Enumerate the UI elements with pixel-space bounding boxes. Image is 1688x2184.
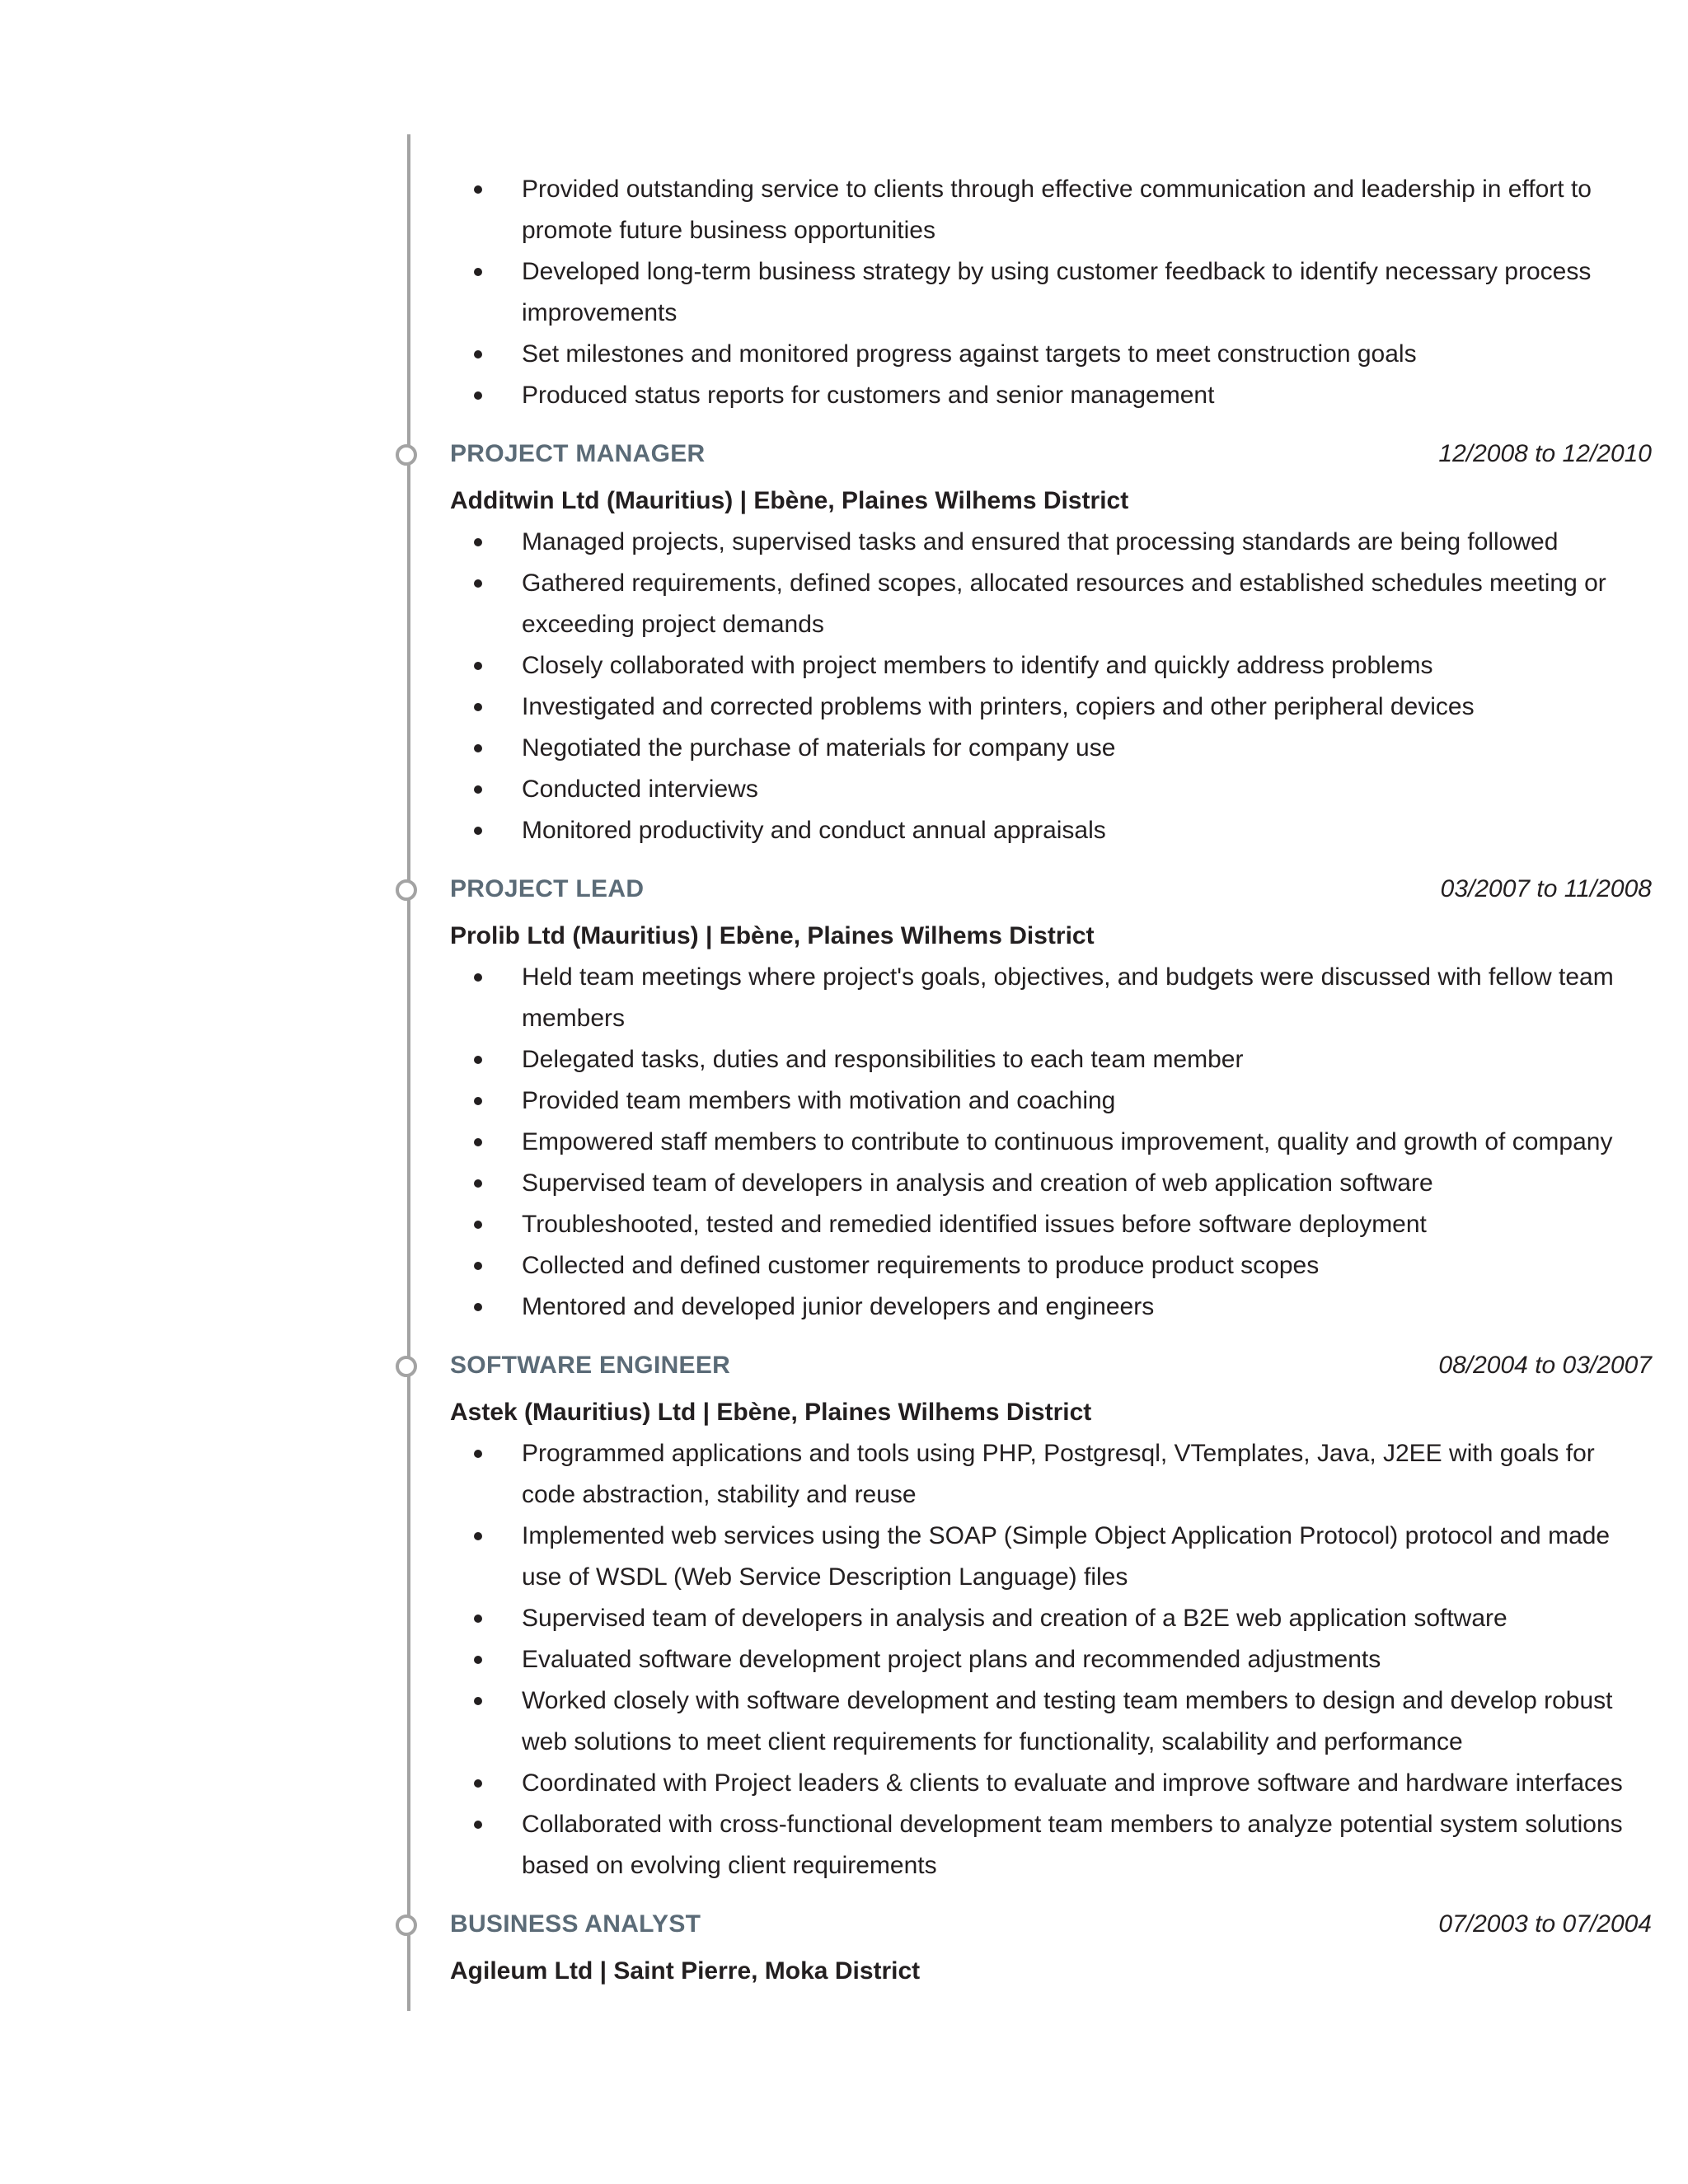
bullet-dot (474, 827, 482, 835)
bullet-list (450, 169, 1652, 416)
bullet-item (450, 810, 1652, 851)
bullet-dot (474, 1821, 482, 1829)
bullet-item (450, 251, 1652, 334)
bullet-item (450, 1080, 1652, 1122)
company-line: Prolib Ltd (Mauritius) | Ebène, Plaines Wilhems District (450, 922, 1095, 949)
bullet-text: Supervised team of developers in analysis and creation of a B2E web application software (522, 1605, 1507, 1632)
bullet-item (450, 334, 1652, 375)
bullet-dot (474, 1221, 482, 1229)
bullet-dot (474, 703, 482, 711)
bullet-item (450, 1639, 1652, 1680)
bullet-item (450, 1245, 1652, 1286)
bullet-text: Developed long-term business strategy by using customer feedback to identify necessary process improvements (522, 258, 1592, 326)
bullet-dot (474, 1779, 482, 1788)
bullet-item (450, 1516, 1652, 1598)
bullet-dot (474, 1615, 482, 1623)
bullet-item (450, 687, 1652, 728)
bullet-dot (474, 1262, 482, 1270)
bullet-dot (474, 785, 482, 794)
bullet-dot (474, 268, 482, 276)
bullet-text: Managed projects, supervised tasks and ensured that processing standards are being followed (522, 528, 1559, 555)
bullet-text: Closely collaborated with project members to identify and quickly address problems (522, 652, 1433, 679)
bullet-text: Coordinated with Project leaders & clients to evaluate and improve software and hardware interfaces (522, 1769, 1623, 1797)
job-dates: 12/2008 to 12/2010 (1438, 440, 1652, 467)
bullet-item (450, 375, 1652, 416)
job-header (450, 439, 1652, 480)
bullet-text: Conducted interviews (522, 776, 758, 803)
bullet-item (450, 728, 1652, 769)
timeline-node-icon (396, 1915, 417, 1936)
job-entry-business-analyst (450, 1910, 1652, 1992)
bullet-dot (474, 1532, 482, 1540)
bullet-item (450, 1286, 1652, 1328)
bullet-item (450, 645, 1652, 687)
job-header (450, 1910, 1652, 1951)
bullet-dot (474, 391, 482, 400)
bullet-text: Delegated tasks, duties and responsibilities to each team member (522, 1046, 1244, 1073)
company-line: Agileum Ltd | Saint Pierre, Moka District (450, 1957, 921, 1985)
bullet-text: Produced status reports for customers and senior management (522, 382, 1215, 409)
bullet-item (450, 1204, 1652, 1245)
timeline-line (407, 134, 410, 2011)
job-continuation (450, 169, 1652, 416)
bullet-text: Programmed applications and tools using PHP, Postgresql, VTemplates, Java, J2EE with goals for code abstraction, stability and reuse (522, 1440, 1595, 1508)
bullet-text: Provided outstanding service to clients through effective communication and leadership in effort to promote future business opportunities (522, 176, 1592, 244)
job-dates: 08/2004 to 03/2007 (1438, 1352, 1652, 1379)
bullet-item (450, 1804, 1652, 1886)
bullet-item (450, 1163, 1652, 1204)
job-dates: 07/2003 to 07/2004 (1438, 1910, 1652, 1938)
bullet-item (450, 1680, 1652, 1763)
bullet-text: Collected and defined customer requirements to produce product scopes (522, 1252, 1320, 1279)
bullet-text: Implemented web services using the SOAP (Simple Object Application Protocol) protocol and made use of WSDL (Web Service Description Language) files (522, 1522, 1611, 1591)
bullet-dot (474, 1697, 482, 1705)
bullet-dot (474, 1656, 482, 1664)
bullet-dot (474, 1303, 482, 1311)
bullet-text: Worked closely with software development and testing team members to design and develop robust web solutions to meet client requirements for functionality, scalability and performance (522, 1687, 1613, 1755)
bullet-text: Collaborated with cross-functional development team members to analyze potential system solutions based on evolving client requirements (522, 1811, 1623, 1879)
bullet-item (450, 1433, 1652, 1516)
experience-section (450, 169, 1652, 1992)
bullet-dot (474, 1450, 482, 1458)
bullet-dot (474, 1056, 482, 1064)
bullet-text: Troubleshooted, tested and remedied identified issues before software deployment (522, 1211, 1427, 1238)
bullet-dot (474, 973, 482, 982)
job-title: SOFTWARE ENGINEER (450, 1352, 731, 1379)
bullet-list (450, 522, 1652, 851)
bullet-text: Mentored and developed junior developers and engineers (522, 1293, 1155, 1320)
bullet-dot (474, 579, 482, 588)
timeline-node-icon (396, 444, 417, 466)
bullet-dot (474, 1179, 482, 1188)
bullet-dot (474, 1138, 482, 1146)
bullet-text: Evaluated software development project plans and recommended adjustments (522, 1646, 1381, 1673)
bullet-item (450, 1122, 1652, 1163)
bullet-item (450, 522, 1652, 563)
bullet-text: Monitored productivity and conduct annual appraisals (522, 817, 1106, 844)
bullet-text: Set milestones and monitored progress against targets to meet construction goals (522, 340, 1417, 368)
company-line: Astek (Mauritius) Ltd | Ebène, Plaines Wilhems District (450, 1399, 1092, 1426)
bullet-text: Investigated and corrected problems with printers, copiers and other peripheral devices (522, 693, 1475, 720)
job-entry-software-engineer (450, 1351, 1652, 1886)
job-title: PROJECT LEAD (450, 875, 645, 902)
bullet-item (450, 769, 1652, 810)
bullet-item (450, 1763, 1652, 1804)
bullet-dot (474, 744, 482, 752)
job-entry-project-manager (450, 439, 1652, 851)
bullet-item (450, 563, 1652, 645)
bullet-text: Provided team members with motivation and coaching (522, 1087, 1116, 1114)
bullet-item (450, 169, 1652, 251)
bullet-item (450, 1598, 1652, 1639)
job-entry-project-lead (450, 874, 1652, 1328)
bullet-dot (474, 1097, 482, 1105)
bullet-dot (474, 350, 482, 359)
job-title: PROJECT MANAGER (450, 440, 706, 467)
bullet-text: Gathered requirements, defined scopes, allocated resources and established schedules meeting or exceeding project demands (522, 569, 1606, 638)
bullet-dot (474, 538, 482, 546)
job-header (450, 874, 1652, 916)
bullet-text: Negotiated the purchase of materials for company use (522, 734, 1116, 762)
bullet-text: Supervised team of developers in analysis and creation of web application software (522, 1169, 1433, 1197)
timeline-node-icon (396, 1356, 417, 1377)
timeline-node-icon (396, 879, 417, 901)
job-title: BUSINESS ANALYST (450, 1910, 701, 1938)
bullet-text: Held team meetings where project's goals, objectives, and budgets were discussed with fellow team members (522, 963, 1614, 1032)
job-dates: 03/2007 to 11/2008 (1440, 875, 1652, 902)
bullet-dot (474, 185, 482, 194)
bullet-list (450, 957, 1652, 1328)
bullet-dot (474, 662, 482, 670)
bullet-text: Empowered staff members to contribute to continuous improvement, quality and growth of company (522, 1128, 1613, 1155)
bullet-item (450, 1039, 1652, 1080)
bullet-list (450, 1433, 1652, 1886)
company-line: Additwin Ltd (Mauritius) | Ebène, Plaines Wilhems District (450, 487, 1129, 514)
bullet-item (450, 957, 1652, 1039)
job-header (450, 1351, 1652, 1392)
